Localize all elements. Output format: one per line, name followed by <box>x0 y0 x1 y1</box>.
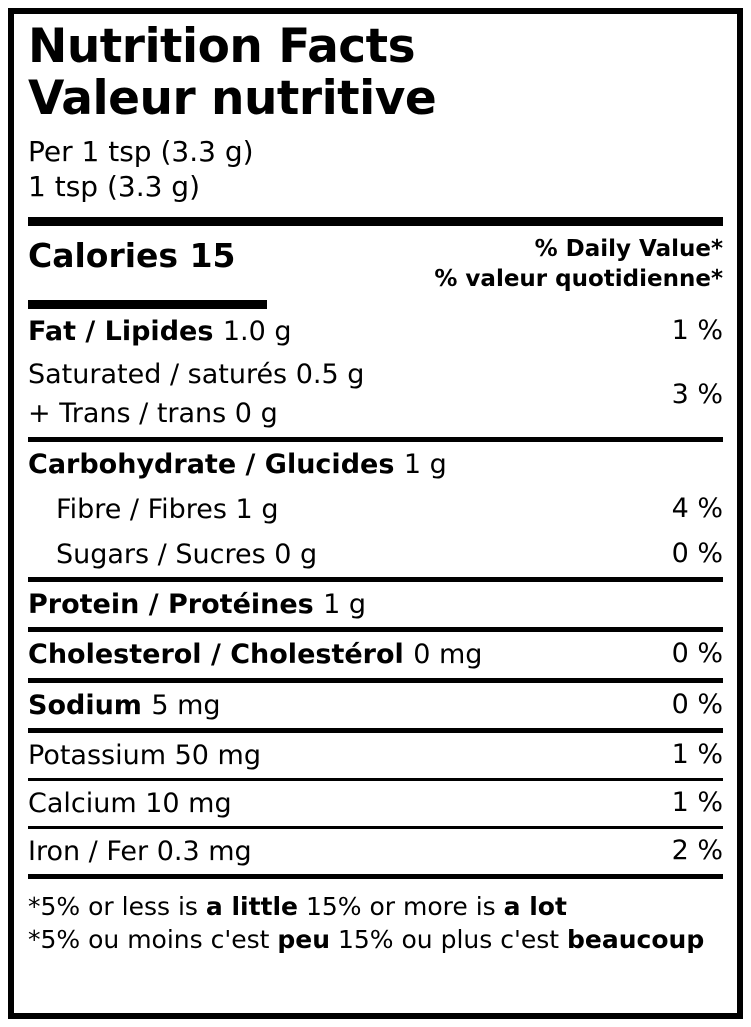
row-carbohydrate <box>28 442 723 487</box>
protein-name: Protein / Protéines <box>28 589 314 621</box>
label-content <box>28 19 723 1009</box>
footer-fr-b: 15% ou plus c'est <box>338 924 560 954</box>
fat-amount: 1.0 g <box>222 316 292 348</box>
fat-label <box>28 314 291 350</box>
carbohydrate-label <box>28 447 447 483</box>
calories-row <box>28 226 723 294</box>
row-potassium <box>28 733 723 778</box>
daily-value-header-english: % Daily Value* <box>534 236 723 263</box>
title-english: Nutrition Facts <box>28 19 416 74</box>
footer-en-little: a little <box>205 892 299 922</box>
saturated-label: Saturated / saturés 0.5 g <box>28 359 365 391</box>
fat-name: Fat / Lipides <box>28 316 214 348</box>
row-sodium <box>28 683 723 728</box>
cholesterol-label <box>28 637 482 673</box>
cholesterol-dv: 0 % <box>671 638 723 670</box>
sodium-label <box>28 688 221 724</box>
title-french: Valeur nutritive <box>28 70 437 126</box>
footer-fr-beaucoup: beaucoup <box>567 924 705 954</box>
carbohydrate-amount: 1 g <box>403 448 447 480</box>
calcium-dv: 1 % <box>671 786 723 818</box>
serving-size-english: Per 1 tsp (3.3 g) <box>28 134 254 168</box>
footer-french <box>28 924 723 957</box>
footer-fr-peu: peu <box>277 924 331 954</box>
daily-value-header <box>434 232 723 294</box>
fibre-label: Fibre / Fibres 1 g <box>56 493 279 525</box>
saturated-dv: 3 % <box>671 379 723 410</box>
cholesterol-name: Cholesterol / Cholestérol <box>28 639 404 671</box>
iron-label: Iron / Fer 0.3 mg <box>28 836 252 868</box>
footer-english <box>28 891 723 924</box>
calcium-label: Calcium 10 mg <box>28 787 232 819</box>
row-fibre <box>28 487 723 532</box>
sodium-dv: 0 % <box>671 688 723 720</box>
row-protein <box>28 582 723 627</box>
protein-amount: 1 g <box>323 589 367 621</box>
sodium-name: Sodium <box>28 689 142 721</box>
carbohydrate-name: Carbohydrate / Glucides <box>28 448 395 480</box>
potassium-label: Potassium 50 mg <box>28 739 261 771</box>
row-saturated-trans <box>28 354 723 436</box>
row-iron <box>28 829 723 874</box>
saturated-trans-labels <box>28 356 364 432</box>
divider-thick-top <box>28 217 723 226</box>
daily-value-header-french: % valeur quotidienne* <box>434 265 723 292</box>
calories-label: Calories 15 <box>28 236 236 276</box>
cholesterol-amount: 0 mg <box>413 639 483 671</box>
fibre-dv: 4 % <box>671 492 723 524</box>
footer-en-b: 15% or more is <box>305 892 496 922</box>
trans-label: + Trans / trans 0 g <box>28 397 278 429</box>
footer-fr-a: *5% ou moins c'est <box>28 924 270 954</box>
potassium-dv: 1 % <box>671 738 723 770</box>
footer-note <box>28 879 723 956</box>
row-fat <box>28 309 723 354</box>
iron-dv: 2 % <box>671 835 723 867</box>
calories-underline <box>28 300 267 309</box>
fat-dv: 1 % <box>671 315 723 347</box>
sugars-dv: 0 % <box>671 538 723 570</box>
footer-en-a: *5% or less is <box>28 892 198 922</box>
row-cholesterol <box>28 632 723 677</box>
serving-size-french: 1 tsp (3.3 g) <box>28 170 201 204</box>
row-sugars <box>28 532 723 577</box>
footer-en-lot: a lot <box>503 892 567 922</box>
protein-label <box>28 587 366 623</box>
row-calcium <box>28 781 723 826</box>
sugars-label: Sugars / Sucres 0 g <box>56 539 318 571</box>
sodium-amount: 5 mg <box>151 689 221 721</box>
